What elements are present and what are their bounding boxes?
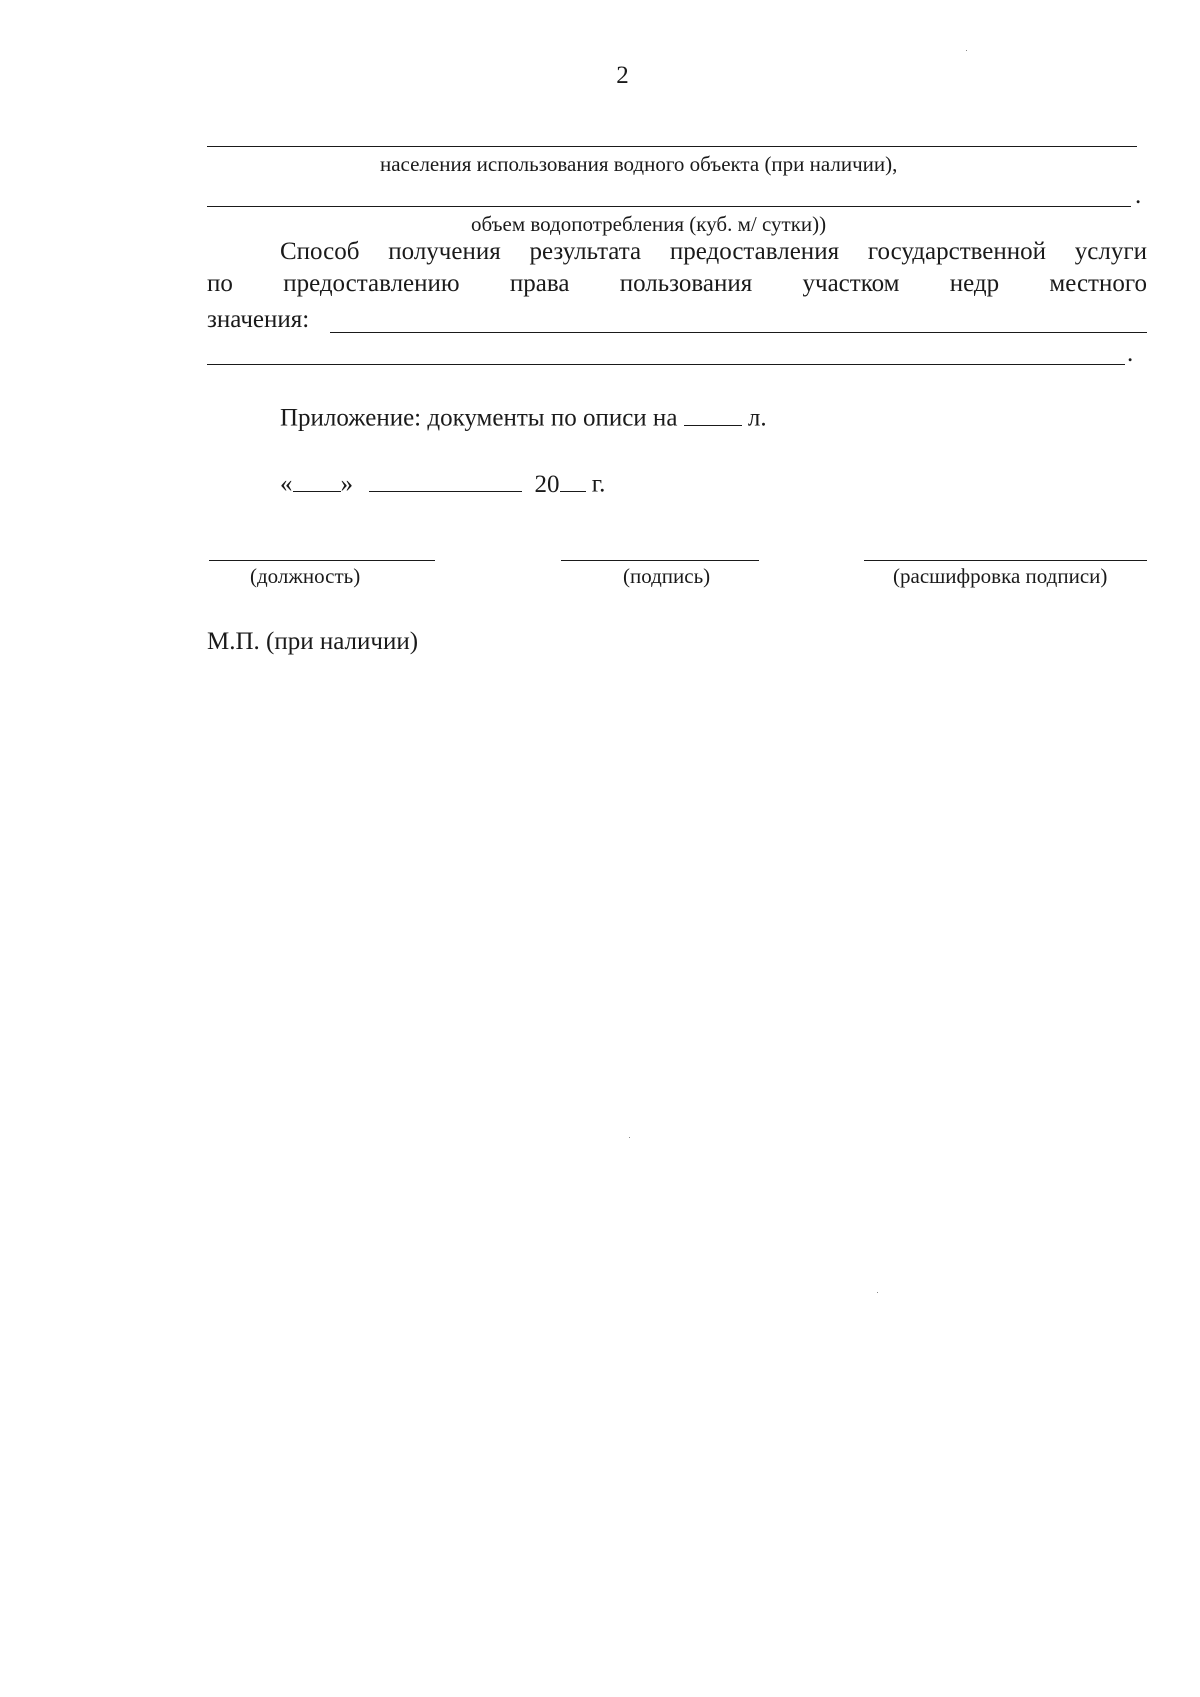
method-word: пользования: [619, 270, 753, 297]
signature-position-line[interactable]: [209, 560, 435, 561]
signature-decoding-line[interactable]: [864, 560, 1147, 561]
signature-sign-caption: (подпись): [623, 564, 711, 588]
blank-line-water-use[interactable]: [207, 146, 1137, 147]
scan-speck: [877, 1292, 878, 1293]
method-word: права: [509, 270, 570, 297]
scan-speck: [966, 50, 967, 51]
blank-line-method-continued[interactable]: [207, 364, 1125, 365]
method-word: недр: [949, 270, 1000, 297]
period-mark: .: [1135, 182, 1142, 209]
page-number: 2: [616, 62, 629, 89]
date-day-blank[interactable]: [293, 468, 341, 492]
signature-sign-line[interactable]: [561, 560, 759, 561]
date-year-blank[interactable]: [560, 468, 586, 492]
method-word: по: [207, 270, 233, 297]
blank-line-method[interactable]: [330, 332, 1147, 333]
date-open-quote: «: [280, 470, 293, 498]
date-year-prefix: 20: [534, 470, 560, 498]
signature-position-caption: (должность): [250, 564, 361, 588]
date-year-suffix: г.: [591, 470, 606, 498]
date-line: [280, 468, 605, 499]
caption-water-use: населения использования водного объекта (при наличии),: [380, 152, 898, 176]
attachment-pages-blank[interactable]: [684, 402, 742, 426]
date-close-quote: »: [340, 470, 353, 498]
method-line-1: Способ получения результата предоставления государственной услуги: [280, 238, 1147, 265]
caption-water-volume: объем водопотребления (куб. м/ сутки)): [471, 212, 827, 236]
blank-line-water-volume[interactable]: [207, 206, 1131, 207]
signature-decoding-caption: (расшифровка подписи): [893, 564, 1108, 588]
method-word: местного: [1049, 270, 1147, 297]
stamp-label: М.П. (при наличии): [207, 628, 419, 655]
method-line-3-label: значения:: [207, 306, 310, 333]
scan-speck: [629, 1137, 630, 1138]
method-word: участком: [802, 270, 900, 297]
attachment-suffix: л.: [747, 404, 767, 432]
attachment-label: Приложение: документы по описи на: [280, 404, 678, 432]
method-line-2: [207, 270, 1147, 298]
date-month-blank[interactable]: [369, 468, 522, 492]
period-mark: .: [1127, 340, 1134, 367]
attachment-line: [280, 402, 767, 433]
method-word: предоставлению: [283, 270, 460, 297]
